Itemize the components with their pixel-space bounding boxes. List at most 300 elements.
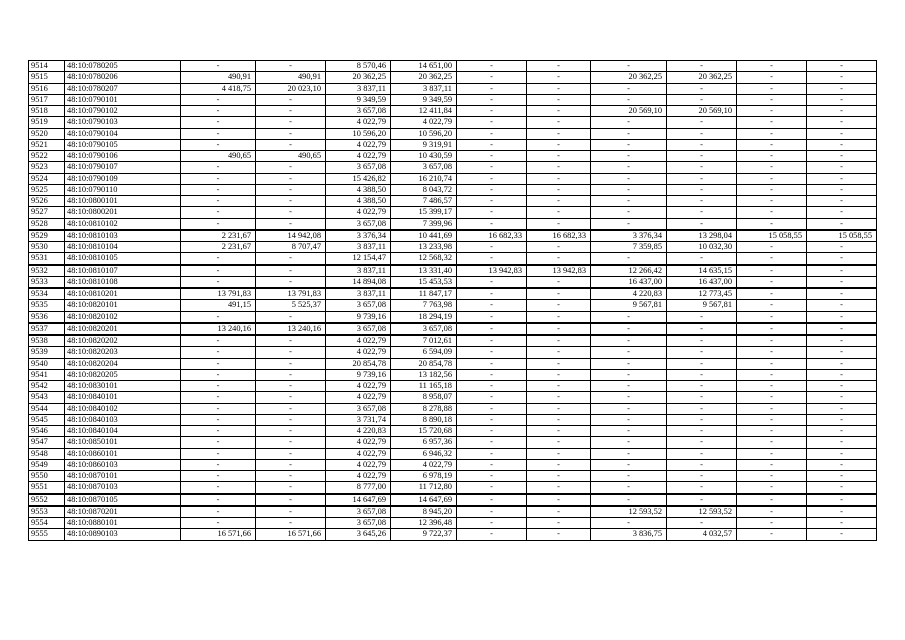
value-cell: 8 707,47 [256, 242, 326, 253]
value-cell: - [181, 494, 256, 506]
value-cell: 3 657,08 [326, 403, 391, 414]
cadastral-number-cell: 48:10:0820201 [65, 323, 181, 335]
value-cell: - [737, 392, 807, 403]
value-cell: - [591, 253, 667, 265]
row-number-cell: 9520 [29, 128, 65, 139]
value-cell: - [457, 426, 527, 437]
value-cell: - [737, 369, 807, 380]
value-cell: - [181, 426, 256, 437]
value-cell: 15 058,55 [807, 230, 877, 242]
value-cell: 3 645,26 [326, 529, 391, 540]
value-cell: - [527, 162, 591, 173]
row-number-cell: 9515 [29, 72, 65, 83]
value-cell: - [181, 471, 256, 482]
cadastral-number-cell: 48:10:0810107 [65, 265, 181, 277]
value-cell: - [807, 506, 877, 518]
value-cell: - [807, 173, 877, 184]
value-cell: - [256, 482, 326, 494]
value-cell: - [737, 518, 807, 529]
cadastral-number-cell: 48:10:0800101 [65, 196, 181, 207]
value-cell: - [527, 437, 591, 448]
value-cell: - [527, 529, 591, 540]
value-cell: - [737, 162, 807, 173]
value-cell: - [181, 128, 256, 139]
value-cell: 3 657,08 [326, 300, 391, 311]
value-cell: - [181, 253, 256, 265]
table-row [29, 72, 877, 83]
value-cell: - [737, 253, 807, 265]
row-number-cell: 9544 [29, 403, 65, 414]
value-cell: - [737, 448, 807, 459]
value-cell: - [527, 518, 591, 529]
value-cell: - [527, 471, 591, 482]
value-cell: - [527, 139, 591, 150]
value-cell: - [667, 335, 737, 347]
value-cell: - [807, 381, 877, 392]
value-cell: 9 567,81 [591, 300, 667, 311]
value-cell: - [737, 426, 807, 437]
value-cell: 12 773,45 [667, 288, 737, 300]
row-number-cell: 9522 [29, 151, 65, 162]
value-cell: 3 657,08 [326, 506, 391, 518]
value-cell: 4 022,79 [326, 117, 391, 128]
value-cell: - [527, 448, 591, 459]
value-cell: - [527, 207, 591, 218]
cadastral-number-cell: 48:10:0780206 [65, 72, 181, 83]
value-cell: - [667, 151, 737, 162]
value-cell: - [181, 403, 256, 414]
table-row [29, 253, 877, 265]
value-cell: - [256, 196, 326, 207]
value-cell: - [527, 300, 591, 311]
value-cell: - [667, 83, 737, 94]
value-cell: 4 022,79 [391, 117, 457, 128]
cadastral-number-cell: 48:10:0810104 [65, 242, 181, 253]
row-number-cell: 9547 [29, 437, 65, 448]
row-number-cell: 9521 [29, 139, 65, 150]
value-cell: - [256, 381, 326, 392]
value-cell: - [527, 173, 591, 184]
value-cell: - [527, 196, 591, 207]
value-cell: 6 594,09 [391, 347, 457, 358]
value-cell: - [737, 218, 807, 230]
value-cell: - [527, 184, 591, 195]
value-cell: - [807, 162, 877, 173]
table-row [29, 300, 877, 311]
cadastral-number-cell: 48:10:0790104 [65, 128, 181, 139]
value-cell: 9 567,81 [667, 300, 737, 311]
value-cell: - [527, 482, 591, 494]
value-cell: - [737, 323, 807, 335]
value-cell: - [181, 459, 256, 470]
value-cell: 11 165,18 [391, 381, 457, 392]
value-cell: - [807, 392, 877, 403]
value-cell: - [807, 335, 877, 347]
row-number-cell: 9539 [29, 347, 65, 358]
value-cell: - [256, 106, 326, 117]
value-cell: - [667, 471, 737, 482]
value-cell: - [807, 300, 877, 311]
table-row [29, 276, 877, 288]
value-cell: - [181, 207, 256, 218]
value-cell: - [737, 265, 807, 277]
value-cell: - [181, 184, 256, 195]
value-cell: - [527, 369, 591, 380]
cadastral-number-cell: 48:10:0810108 [65, 276, 181, 288]
value-cell: - [591, 83, 667, 94]
table-row [29, 151, 877, 162]
value-cell: 16 210,74 [391, 173, 457, 184]
row-number-cell: 9532 [29, 265, 65, 277]
row-number-cell: 9552 [29, 494, 65, 506]
value-cell: - [807, 253, 877, 265]
value-cell: - [807, 437, 877, 448]
value-cell: 3 376,34 [326, 230, 391, 242]
value-cell: - [737, 207, 807, 218]
value-cell: - [457, 218, 527, 230]
value-cell: - [807, 72, 877, 83]
row-number-cell: 9549 [29, 459, 65, 470]
value-cell: - [256, 358, 326, 369]
value-cell: - [737, 459, 807, 470]
value-cell: - [457, 437, 527, 448]
table-row [29, 162, 877, 173]
value-cell: - [807, 276, 877, 288]
value-cell: 4 022,79 [326, 392, 391, 403]
value-cell: 20 854,78 [326, 358, 391, 369]
value-cell: - [591, 426, 667, 437]
value-cell: 8 043,72 [391, 184, 457, 195]
value-cell: 490,91 [181, 72, 256, 83]
value-cell: - [457, 518, 527, 529]
cadastral-number-cell: 48:10:0880101 [65, 518, 181, 529]
cadastral-number-cell: 48:10:0870103 [65, 482, 181, 494]
value-cell: - [457, 117, 527, 128]
value-cell: 11 712,80 [391, 482, 457, 494]
value-cell: - [807, 403, 877, 414]
value-cell: 3 837,11 [391, 83, 457, 94]
value-cell: - [737, 529, 807, 540]
value-cell: - [181, 265, 256, 277]
value-cell: - [591, 151, 667, 162]
value-cell: 3 657,08 [326, 106, 391, 117]
value-cell: - [807, 94, 877, 105]
value-cell: - [181, 482, 256, 494]
cadastral-number-cell: 48:10:0870105 [65, 494, 181, 506]
value-cell: 12 593,52 [591, 506, 667, 518]
value-cell: 12 154,47 [326, 253, 391, 265]
value-cell: - [527, 253, 591, 265]
row-number-cell: 9533 [29, 276, 65, 288]
value-cell: - [256, 369, 326, 380]
table-row [29, 184, 877, 195]
value-cell: - [737, 506, 807, 518]
value-cell: - [737, 196, 807, 207]
value-cell: 4 022,79 [326, 347, 391, 358]
value-cell: - [457, 529, 527, 540]
value-cell: - [591, 403, 667, 414]
cadastral-number-cell: 48:10:0840102 [65, 403, 181, 414]
value-cell: 7 359,85 [591, 242, 667, 253]
value-cell: 8 958,07 [391, 392, 457, 403]
table-row [29, 311, 877, 323]
value-cell: - [457, 323, 527, 335]
value-cell: - [807, 196, 877, 207]
value-cell: 7 486,57 [391, 196, 457, 207]
value-cell: 20 854,78 [391, 358, 457, 369]
value-cell: - [256, 128, 326, 139]
value-cell: - [807, 414, 877, 425]
value-cell: 4 032,57 [667, 529, 737, 540]
value-cell: - [591, 128, 667, 139]
value-cell: - [527, 72, 591, 83]
cadastral-number-cell: 48:10:0790101 [65, 94, 181, 105]
value-cell: - [737, 335, 807, 347]
value-cell: 3 657,08 [391, 162, 457, 173]
value-cell: - [457, 151, 527, 162]
row-number-cell: 9531 [29, 253, 65, 265]
value-cell: - [807, 426, 877, 437]
value-cell: 2 231,67 [181, 242, 256, 253]
value-cell: - [256, 392, 326, 403]
value-cell: - [807, 61, 877, 72]
value-cell: - [457, 471, 527, 482]
value-cell: - [591, 459, 667, 470]
value-cell: - [591, 323, 667, 335]
value-cell: - [256, 265, 326, 277]
value-cell: - [737, 471, 807, 482]
value-cell: - [457, 300, 527, 311]
value-cell: 10 032,30 [667, 242, 737, 253]
value-cell: 4 022,79 [326, 448, 391, 459]
value-cell: - [591, 173, 667, 184]
value-cell: - [256, 426, 326, 437]
value-cell: 3 837,11 [326, 242, 391, 253]
value-cell: - [667, 94, 737, 105]
value-cell: - [181, 392, 256, 403]
value-cell: - [256, 94, 326, 105]
row-number-cell: 9534 [29, 288, 65, 300]
value-cell: - [457, 369, 527, 380]
value-cell: - [667, 459, 737, 470]
row-number-cell: 9542 [29, 381, 65, 392]
value-cell: - [181, 117, 256, 128]
table-row [29, 369, 877, 380]
value-cell: 20 362,25 [591, 72, 667, 83]
value-cell: 8 777,00 [326, 482, 391, 494]
value-cell: - [256, 459, 326, 470]
value-cell: - [457, 494, 527, 506]
value-cell: - [737, 151, 807, 162]
table-row [29, 139, 877, 150]
table-row [29, 403, 877, 414]
value-cell: 8 570,46 [326, 61, 391, 72]
cadastral-number-cell: 48:10:0830101 [65, 381, 181, 392]
value-cell: - [457, 83, 527, 94]
value-cell: - [807, 288, 877, 300]
row-number-cell: 9527 [29, 207, 65, 218]
value-cell: - [527, 106, 591, 117]
value-cell: 12 266,42 [591, 265, 667, 277]
value-cell: - [667, 61, 737, 72]
value-cell: - [667, 437, 737, 448]
value-cell: - [527, 392, 591, 403]
value-cell: - [667, 358, 737, 369]
value-cell: - [457, 506, 527, 518]
value-cell: - [591, 369, 667, 380]
value-cell: - [737, 61, 807, 72]
row-number-cell: 9550 [29, 471, 65, 482]
value-cell: - [256, 173, 326, 184]
value-cell: 3 837,11 [326, 288, 391, 300]
value-cell: 4 022,79 [391, 459, 457, 470]
value-cell: - [667, 347, 737, 358]
value-cell: 8 278,88 [391, 403, 457, 414]
value-cell: 13 942,83 [527, 265, 591, 277]
cadastral-number-cell: 48:10:0840101 [65, 392, 181, 403]
value-cell: - [256, 437, 326, 448]
value-cell: 4 220,83 [326, 426, 391, 437]
cadastral-number-cell: 48:10:0790110 [65, 184, 181, 195]
row-number-cell: 9546 [29, 426, 65, 437]
value-cell: - [807, 218, 877, 230]
value-cell: - [737, 358, 807, 369]
value-cell: - [457, 184, 527, 195]
value-cell: - [667, 139, 737, 150]
value-cell: 14 647,69 [326, 494, 391, 506]
table-row [29, 347, 877, 358]
value-cell: 14 894,08 [326, 276, 391, 288]
value-cell: 13 240,16 [181, 323, 256, 335]
value-cell: - [527, 94, 591, 105]
value-cell: 4 022,79 [326, 139, 391, 150]
value-cell: - [527, 381, 591, 392]
value-cell: - [256, 139, 326, 150]
value-cell: - [667, 494, 737, 506]
value-cell: 3 657,08 [326, 323, 391, 335]
cadastral-value-table [28, 60, 877, 541]
value-cell: - [737, 139, 807, 150]
value-cell: 3 657,08 [326, 162, 391, 173]
value-cell: - [667, 162, 737, 173]
value-cell: - [591, 184, 667, 195]
value-cell: - [737, 311, 807, 323]
cadastral-number-cell: 48:10:0790109 [65, 173, 181, 184]
value-cell: - [591, 482, 667, 494]
value-cell: 13 942,83 [457, 265, 527, 277]
value-cell: - [737, 300, 807, 311]
value-cell: 9 319,91 [391, 139, 457, 150]
value-cell: - [457, 162, 527, 173]
value-cell: 4 022,79 [326, 471, 391, 482]
value-cell: 12 411,84 [391, 106, 457, 117]
row-number-cell: 9518 [29, 106, 65, 117]
value-cell: 3 657,08 [326, 218, 391, 230]
table-row [29, 94, 877, 105]
row-number-cell: 9524 [29, 173, 65, 184]
value-cell: - [181, 448, 256, 459]
value-cell: - [256, 61, 326, 72]
value-cell: 6 946,32 [391, 448, 457, 459]
cadastral-number-cell: 48:10:0810103 [65, 230, 181, 242]
value-cell: - [256, 162, 326, 173]
value-cell: - [256, 335, 326, 347]
value-cell: 14 635,15 [667, 265, 737, 277]
value-cell: - [807, 471, 877, 482]
table-row [29, 392, 877, 403]
value-cell: 7 763,98 [391, 300, 457, 311]
value-cell: - [591, 381, 667, 392]
value-cell: 490,65 [181, 151, 256, 162]
value-cell: - [807, 117, 877, 128]
value-cell: - [737, 482, 807, 494]
table-row [29, 426, 877, 437]
value-cell: - [667, 482, 737, 494]
value-cell: - [181, 311, 256, 323]
value-cell: 20 023,10 [256, 83, 326, 94]
table-row [29, 173, 877, 184]
row-number-cell: 9548 [29, 448, 65, 459]
table-row [29, 265, 877, 277]
value-cell: 3 836,75 [591, 529, 667, 540]
value-cell: 15 058,55 [737, 230, 807, 242]
value-cell: - [457, 253, 527, 265]
value-cell: 4 388,50 [326, 184, 391, 195]
value-cell: - [181, 196, 256, 207]
value-cell: - [737, 242, 807, 253]
table-row [29, 106, 877, 117]
value-cell: - [457, 139, 527, 150]
value-cell: - [256, 506, 326, 518]
value-cell: - [457, 459, 527, 470]
value-cell: - [256, 276, 326, 288]
value-cell: - [737, 437, 807, 448]
cadastral-number-cell: 48:10:0840103 [65, 414, 181, 425]
value-cell: - [181, 518, 256, 529]
value-cell: - [527, 61, 591, 72]
cadastral-number-cell: 48:10:0790106 [65, 151, 181, 162]
value-cell: - [527, 83, 591, 94]
value-cell: 8 945,20 [391, 506, 457, 518]
value-cell: - [181, 276, 256, 288]
row-number-cell: 9537 [29, 323, 65, 335]
value-cell: - [667, 392, 737, 403]
row-number-cell: 9530 [29, 242, 65, 253]
value-cell: - [256, 311, 326, 323]
value-cell: 20 362,25 [667, 72, 737, 83]
value-cell: - [807, 83, 877, 94]
value-cell: - [667, 381, 737, 392]
value-cell: - [737, 128, 807, 139]
value-cell: - [807, 207, 877, 218]
row-number-cell: 9526 [29, 196, 65, 207]
value-cell: - [807, 184, 877, 195]
value-cell: 16 437,00 [591, 276, 667, 288]
value-cell: 3 731,74 [326, 414, 391, 425]
cadastral-number-cell: 48:10:0870101 [65, 471, 181, 482]
value-cell: - [737, 381, 807, 392]
table-row [29, 196, 877, 207]
value-cell: 9 722,37 [391, 529, 457, 540]
row-number-cell: 9553 [29, 506, 65, 518]
value-cell: - [807, 265, 877, 277]
value-cell: 491,15 [181, 300, 256, 311]
value-cell: - [591, 335, 667, 347]
value-cell: - [457, 276, 527, 288]
table-row [29, 83, 877, 94]
table-row [29, 117, 877, 128]
value-cell: - [181, 347, 256, 358]
